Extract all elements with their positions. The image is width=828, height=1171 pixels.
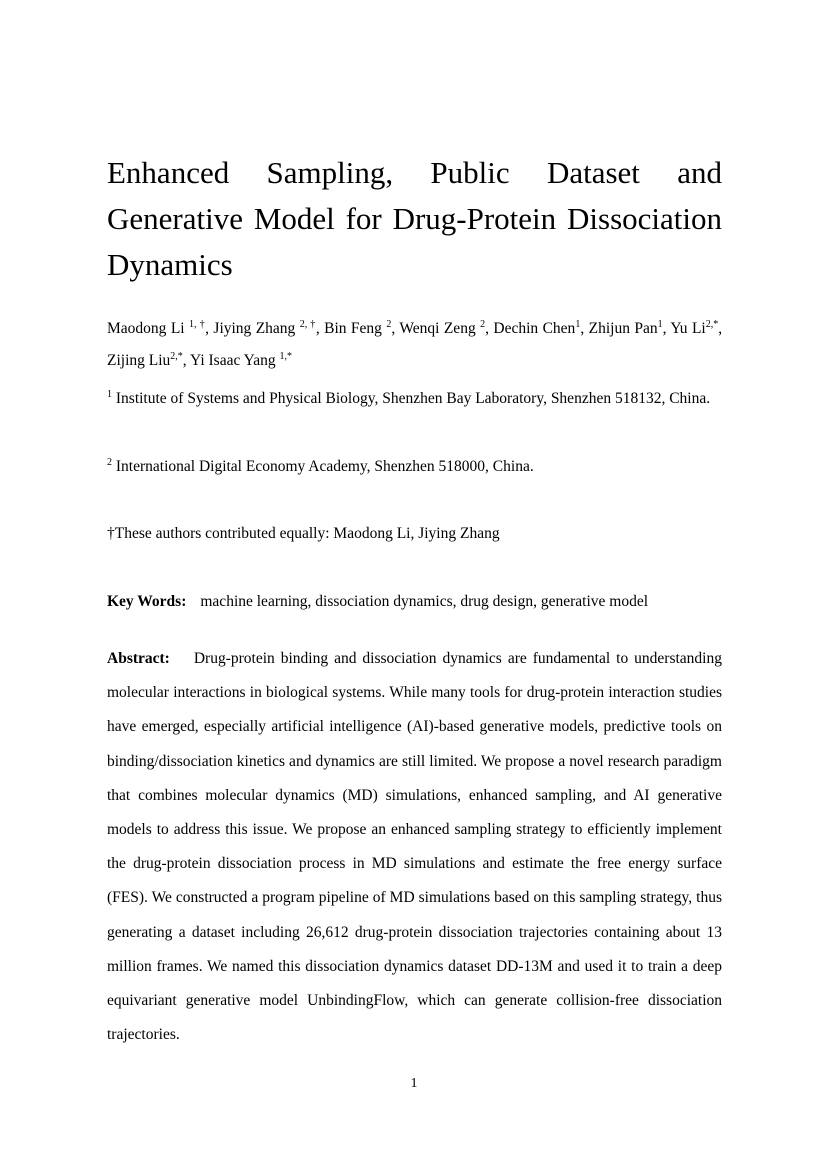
author: Yu $Li^{2,*}$, — [670, 319, 723, 337]
affiliation-2 — [107, 450, 722, 484]
keywords — [107, 586, 722, 618]
author: Jiying Zhang $^{2, \dagger}$, — [213, 319, 325, 337]
author: Zijing Liu$^{2,*}$, — [107, 351, 190, 369]
equal-contribution-note: †These authors contributed equally: Maodong Li, Jiying Zhang — [107, 525, 500, 542]
affiliation-1 — [107, 382, 722, 416]
author: Wenqi Zeng $^2$, — [399, 319, 494, 337]
abstract-text: Drug-protein binding and dissociation dynamics are fundamental to understanding molecular interactions in biological systems. While many tools for drug-protein interaction studies have emerged, especially artificial intelligence (AI)-based generative models, predictive tools on binding/dissociation kinetics and dynamics are still limited. We propose a novel research paradigm that combines molecular dynamics (MD) simulations, enhanced sampling, and AI generative models to address this issue. We propose an enhanced sampling strategy to efficiently implement the drug-protein dissociation process in MD simulations and estimate the free energy surface (FES). We constructed a program pipeline of MD simulations based on this sampling strategy, thus generating a dataset including 26,612 drug-protein dissociation trajectories containing about 13 million frames. We named this dissociation dynamics dataset DD-13M and used it to train a deep equivariant generative model UnbindingFlow, which can generate collision-free dissociation trajectories. — [107, 650, 722, 1044]
author: Yi Isaac Yang $^{1,*}$ — [189, 351, 293, 369]
affiliation-marker: 2 — [107, 457, 112, 468]
author: Maodong Li $^{1, \dagger}$, — [107, 319, 214, 337]
abstract — [107, 642, 722, 1052]
author: Zhijun Pan$^1$, — [588, 319, 671, 337]
paper-title: Enhanced Sampling, Public Dataset and Generative Model for Drug-Protein Dissociation Dynamics — [107, 155, 722, 282]
keywords-text: machine learning, dissociation dynamics, drug design, generative model — [200, 593, 649, 610]
author: Dechin Chen$^1$, — [493, 319, 589, 337]
keywords-label: Key Words: — [107, 593, 187, 610]
page-number: 1 — [410, 1076, 418, 1091]
author-list — [107, 313, 722, 377]
author: Bin Feng $^2$, — [324, 319, 400, 337]
affiliation-text: Institute of Systems and Physical Biology, Shenzhen Bay Laboratory, Shenzhen 518132, China. — [115, 390, 711, 407]
abstract-label: Abstract: — [107, 650, 170, 667]
affiliation-text: International Digital Economy Academy, Shenzhen 518000, China. — [115, 458, 534, 475]
affiliation-marker: 1 — [107, 389, 112, 400]
